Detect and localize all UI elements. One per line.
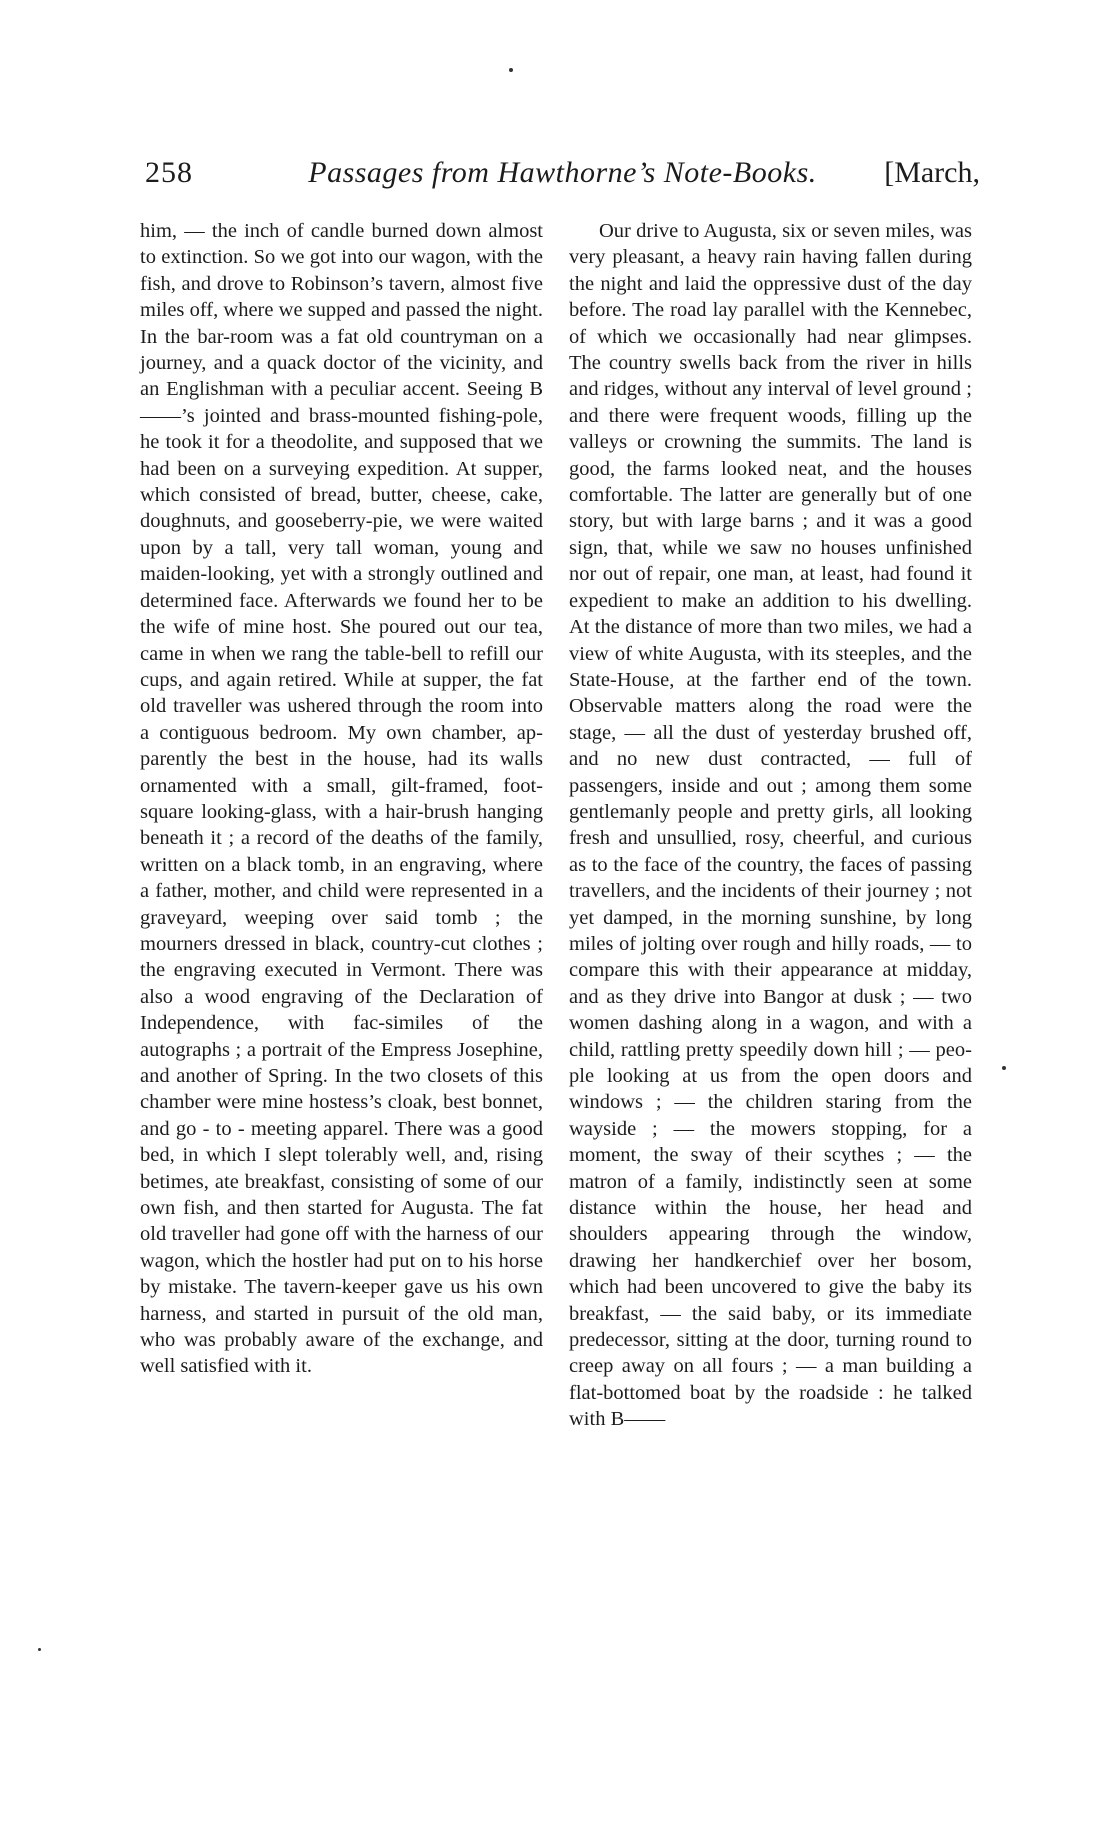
body-text-left-column: him, — the inch of candle burned down almost to extinction. So we got into our wagon, with the fish, and drove to Robinson’s tavern, almost five miles off, where we supped and passed the night. In the bar-room was a fat old countryman on a journey, and a quack doctor of the vicinity, and an Englishman with a peculiar accent. Seeing B——’s jointed and brass-mounted fishing-pole, he took it for a theodolite, and supposed that we had been on a surveying expedition. At supper, which consisted of bread, butter, cheese, cake, doughnuts, and gooseberry-pie, we were waited upon by a tall, very tall woman, young and maiden-looking, yet with a strongly outlined and determined face. Afterwards we found her to be the wife of mine host. She poured out our tea, came in when we rang the table-bell to refill our cups, and again retired. While at supper, the fat old traveller was ushered through the room into a contiguous bedroom. My own chamber, apparently the best in the house, had its walls ornamented with a small, gilt-framed, foot-square looking-glass, with a hair-brush hanging beneath it ; a record of the deaths of the family, written on a black tomb, in an engraving, where a father, mother, and child were represented in a graveyard, weeping over said tomb ; the mourners dressed in black, country-cut clothes ; the engraving executed in Vermont. There was also a wood engraving of the Declaration of Independence, with fac-similes of the autographs ; a portrait of the Empress Josephine, and another of Spring. In the two closets of this chamber were mine hostess’s cloak, best bonnet, and go - to - meeting apparel. There was a good bed, in which I slept tolerably well, and, rising betimes, ate breakfast, consisting of some of our own fish, and then started for Augusta. The fat old traveller had gone off with the harness of our wagon, which the hostler had put on to his horse by mistake. The tavern-keeper gave us his own harness, and started in pursuit of the old man, who was probably aware of the exchange, and well satisfied with it. (140, 220, 543, 1378)
running-title: Passages from Hawthorne’s Note-Books. (308, 156, 817, 189)
print-speck-left (38, 1648, 41, 1651)
page-number: 258 (145, 156, 193, 189)
section-date: [March, (884, 156, 980, 189)
print-speck-right (1002, 1066, 1006, 1070)
print-speck-top (509, 68, 513, 72)
page-header (145, 156, 980, 200)
body-text-right-column: Our drive to Augusta, six or seven miles, was very pleasant, a heavy rain having fallen during the night and laid the oppressive dust of the day before. The road lay parallel with the Kennebec, of which we occasionally had near glimpses. The country swells back from the river in hills and ridges, without any interval of level ground ; and there were frequent woods, filling up the valleys or crowning the summits. The land is good, the farms looked neat, and the houses comfortable. The latter are generally but of one story, but with large barns ; and it was a good sign, that, while we saw no houses unfinished nor out of repair, one man, at least, had found it expedient to make an addition to his dwelling. At the distance of more than two miles, we had a view of white Augusta, with its steeples, and the State-House, at the farther end of the town. Observable matters along the road were the stage, — all the dust of yesterday brushed off, and no new dust contracted, — full of passengers, inside and out ; among them some gentlemanly people and pretty girls, all looking fresh and unsullied, rosy, cheerful, and curious as to the face of the country, the faces of passing travellers, and the incidents of their journey ; not yet damped, in the morning sunshine, by long miles of jolting over rough and hilly roads, — to compare this with their appearance at midday, and as they drive into Bangor at dusk ; — two women dashing along in a wagon, and with a child, rattling pretty speedily down hill ; — people looking at us from the open doors and windows ; — the children staring from the wayside ; — the mowers stopping, for a moment, the sway of their scythes ; — the matron of a family, indistinctly seen at some distance within the house, her head and shoulders appearing through the window, drawing her handkerchief over her bosom, which had been uncovered to give the baby its breakfast, — the said baby, or its immediate predecessor, sitting at the door, turning round to creep away on all fours ; — a man building a flat-bottomed boat by the roadside : he talked with B—— (569, 220, 972, 1431)
